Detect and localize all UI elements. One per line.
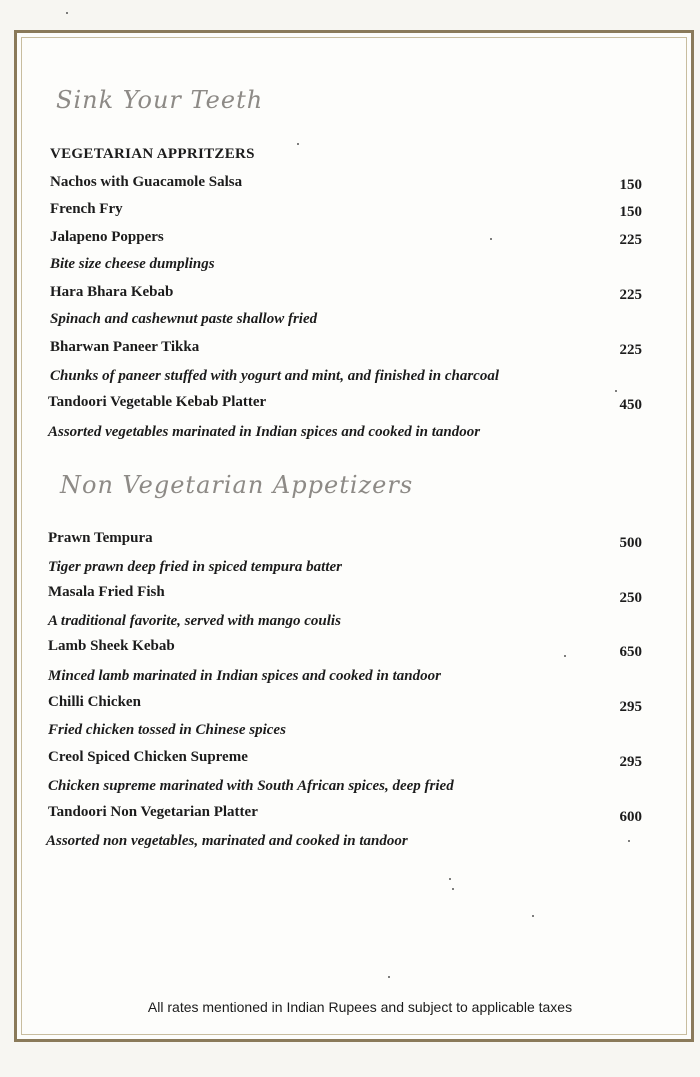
scan-speck (66, 12, 68, 14)
menu-item-description: A traditional favorite, served with mango coulis (48, 613, 341, 629)
section-heading-sink-your-teeth: Sink Your Teeth (56, 86, 264, 114)
menu-item-name: Jalapeno Poppers (50, 229, 164, 245)
menu-item-name: Hara Bhara Kebab (50, 284, 174, 300)
menu-item-price: 225 (619, 287, 642, 303)
menu-item-name: Creol Spiced Chicken Supreme (48, 749, 248, 765)
menu-item-name: Tandoori Non Vegetarian Platter (48, 804, 258, 820)
scan-speck (564, 655, 566, 657)
menu-item-description: Chunks of paneer stuffed with yogurt and mint, and finished in charcoal (50, 368, 499, 384)
menu-item-name: Masala Fried Fish (48, 584, 165, 600)
menu-item-price: 650 (619, 644, 642, 660)
menu-item-name: Bharwan Paneer Tikka (50, 339, 200, 355)
menu-item-description: Minced lamb marinated in Indian spices and cooked in tandoor (48, 668, 441, 684)
menu-item-price: 225 (619, 232, 642, 248)
menu-item-price: 225 (619, 342, 642, 358)
scan-speck (449, 878, 451, 880)
menu-item-description: Assorted vegetables marinated in Indian spices and cooked in tandoor (48, 424, 481, 440)
scan-speck (297, 143, 299, 145)
menu-item-price: 295 (619, 754, 642, 770)
scan-speck (628, 840, 630, 842)
menu-item-description: Tiger prawn deep fried in spiced tempura batter (48, 559, 343, 575)
menu-item-price: 150 (619, 177, 642, 193)
menu-item-name: Chilli Chicken (48, 694, 141, 710)
section-title-vegetarian: VEGETARIAN APPRITZERS (50, 146, 255, 162)
menu-item-price: 250 (619, 590, 642, 606)
menu-item-price: 150 (619, 204, 642, 220)
menu-item-description: Assorted non vegetables, marinated and cooked in tandoor (46, 833, 408, 849)
menu-item-price: 295 (619, 699, 642, 715)
menu-item-name: Nachos with Guacamole Salsa (50, 174, 243, 190)
scan-speck (490, 238, 492, 240)
menu-item-description: Fried chicken tossed in Chinese spices (48, 722, 286, 738)
menu-item-name: Prawn Tempura (48, 530, 153, 546)
menu-item-price: 450 (619, 397, 642, 413)
menu-item-name: Lamb Sheek Kebab (48, 638, 175, 654)
scan-speck (615, 390, 617, 392)
menu-item-description: Chicken supreme marinated with South African spices, deep fried (48, 778, 454, 794)
footer-tax-note: All rates mentioned in Indian Rupees and subject to applicable taxes (147, 999, 573, 1015)
scan-speck (532, 915, 534, 917)
menu-item-description: Bite size cheese dumplings (50, 256, 215, 272)
menu-item-description: Spinach and cashewnut paste shallow fried (50, 311, 318, 327)
menu-item-name: Tandoori Vegetable Kebab Platter (48, 394, 267, 410)
menu-item-name: French Fry (50, 201, 123, 217)
scan-speck (388, 976, 390, 978)
menu-item-price: 500 (619, 535, 642, 551)
menu-item-price: 600 (619, 809, 642, 825)
scan-speck (452, 888, 454, 890)
section-heading-non-vegetarian: Non Vegetarian Appetizers (60, 471, 414, 499)
